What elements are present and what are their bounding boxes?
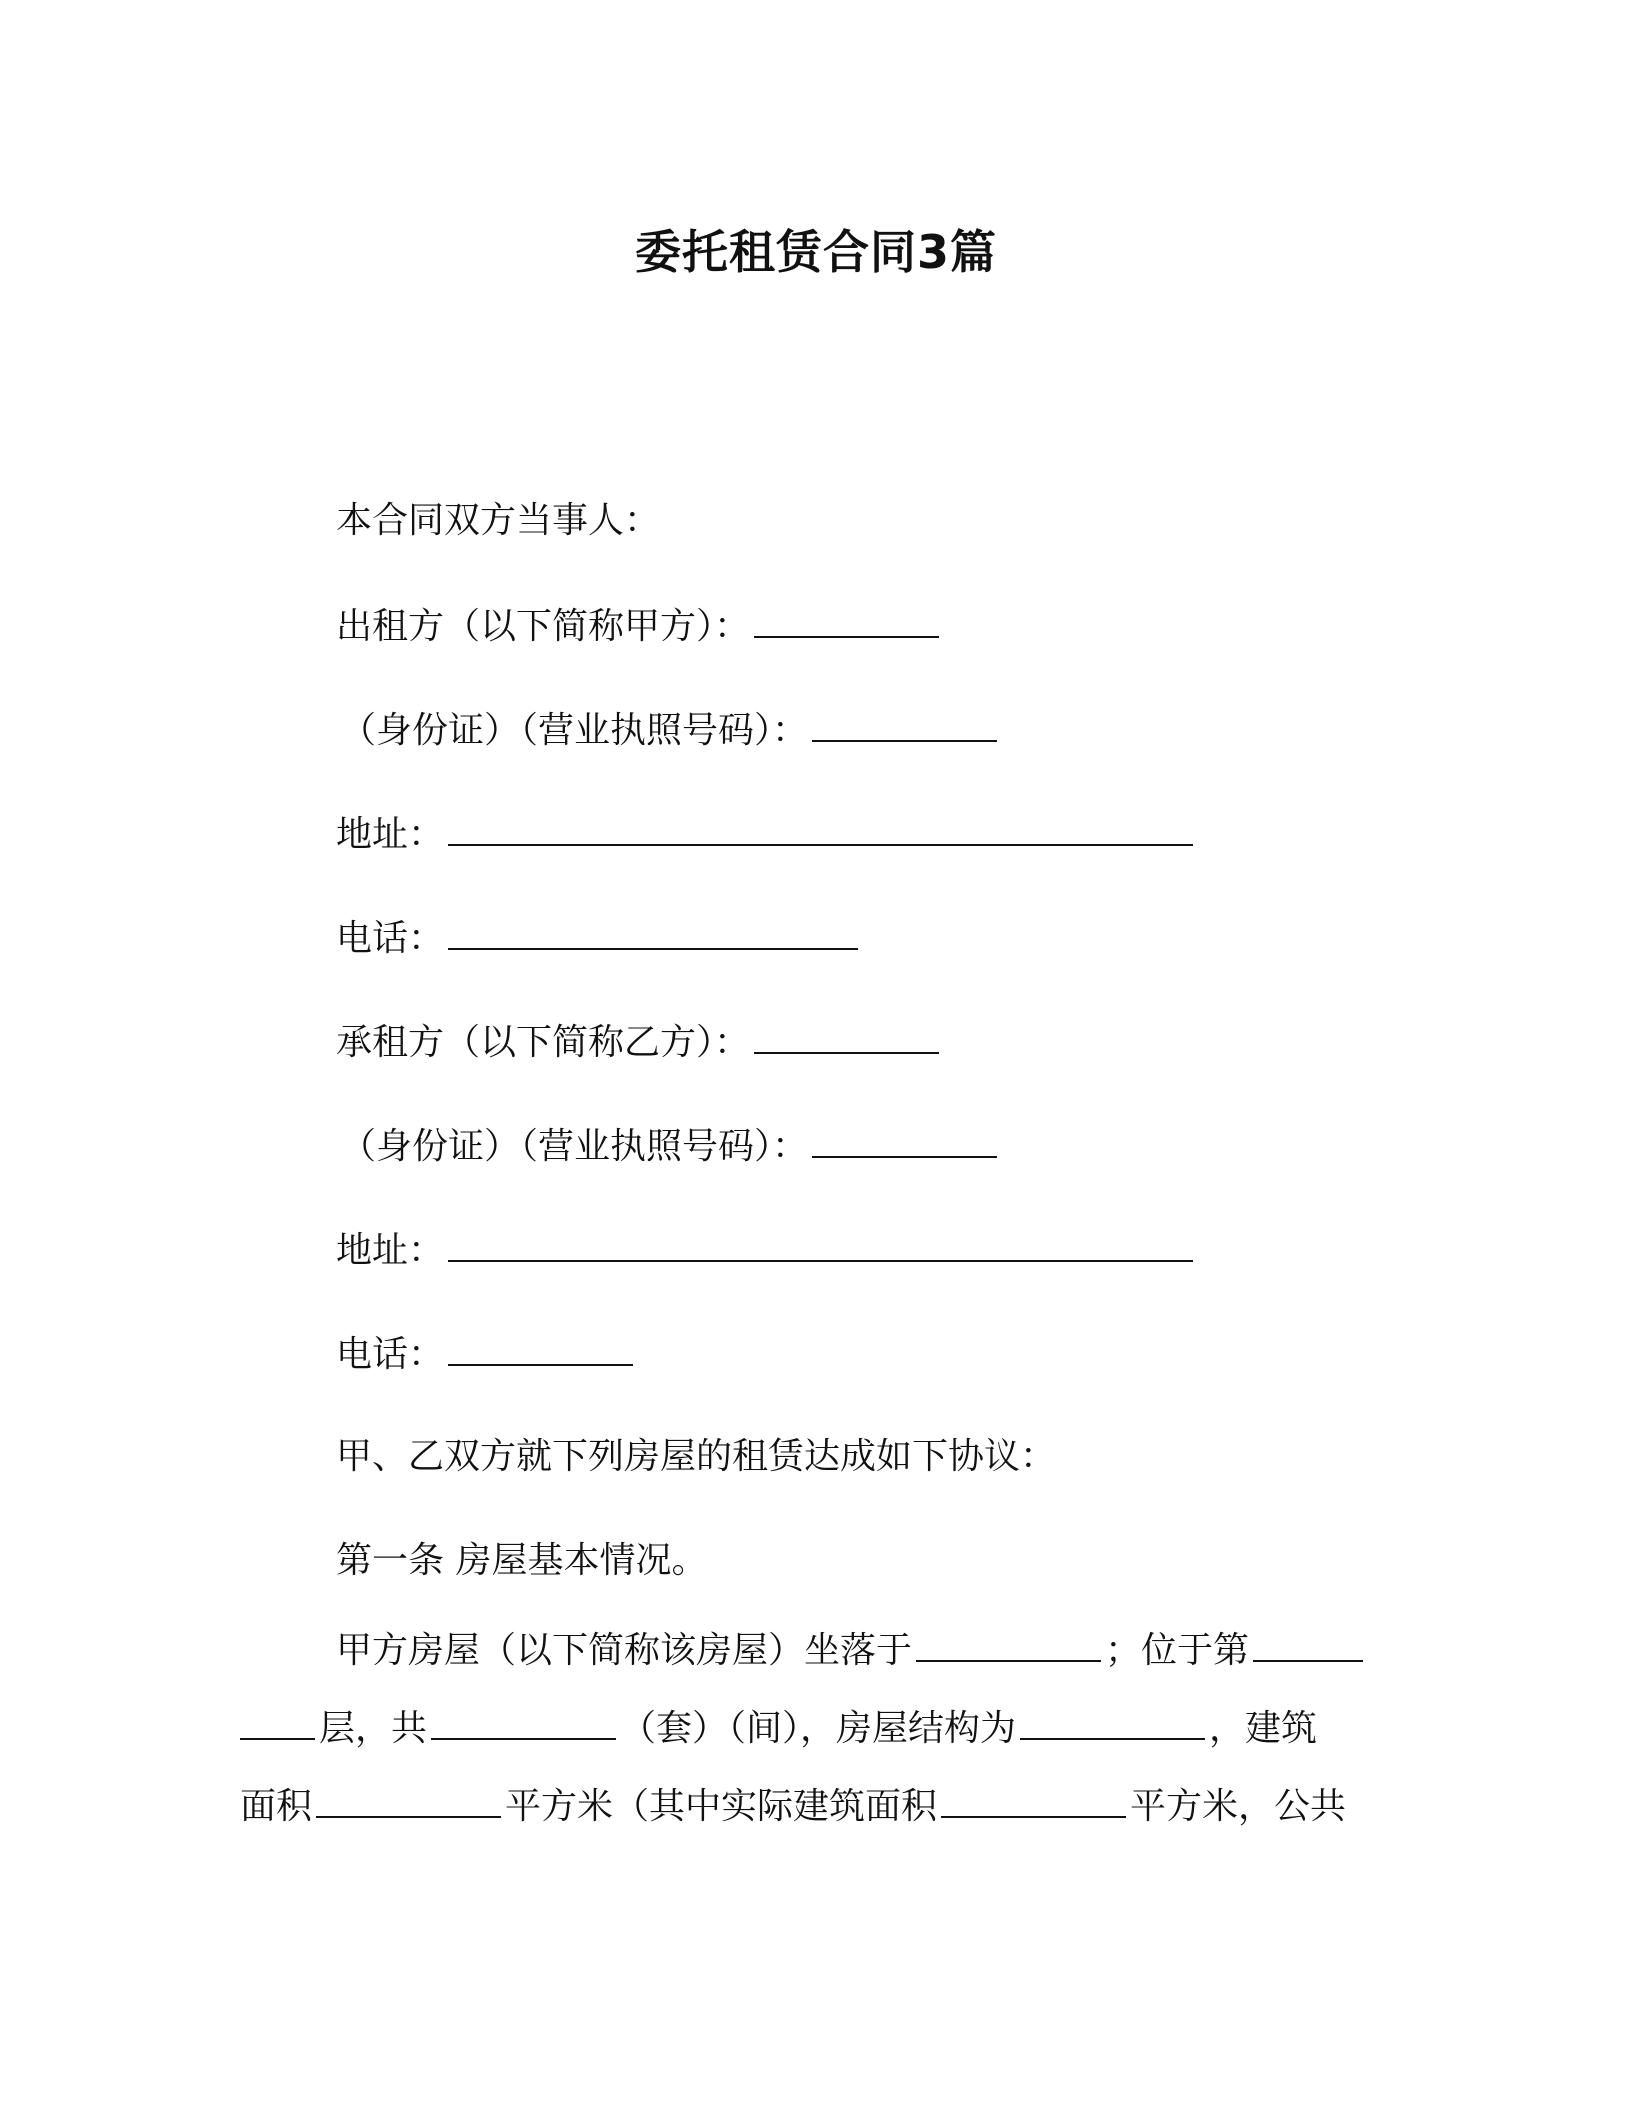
lessor-id-line bbox=[340, 704, 1001, 756]
floor-blank-end[interactable] bbox=[240, 1702, 315, 1740]
lessor-address-label: 地址： bbox=[336, 814, 445, 855]
lessee-id-label: （身份证）（营业执照号码）： bbox=[340, 1126, 809, 1167]
lessor-phone-line bbox=[336, 912, 862, 964]
paragraph-line-2 bbox=[240, 1690, 1370, 1768]
lessor-phone-blank[interactable] bbox=[448, 912, 858, 950]
lessor-id-label: （身份证）（营业执照号码）： bbox=[340, 710, 809, 751]
parties-line bbox=[336, 496, 660, 546]
lessee-phone-label: 电话： bbox=[336, 1334, 445, 1375]
para-text-c: 层，共 bbox=[319, 1708, 428, 1749]
para-text-b: ；位于第 bbox=[1105, 1630, 1250, 1671]
parties-label: 本合同双方当事人： bbox=[336, 500, 661, 541]
actual-area-blank[interactable] bbox=[941, 1780, 1126, 1818]
lessor-label: 出租方（以下简称甲方）： bbox=[336, 606, 751, 647]
lessor-id-blank[interactable] bbox=[812, 704, 997, 742]
agreement-line bbox=[336, 1432, 1056, 1482]
lessor-line bbox=[336, 600, 943, 652]
article-1-paragraph bbox=[240, 1612, 1370, 1846]
lessor-address-line bbox=[336, 808, 1197, 860]
paragraph-line-3 bbox=[240, 1768, 1370, 1846]
structure-blank[interactable] bbox=[1020, 1702, 1205, 1740]
lessor-address-blank[interactable] bbox=[448, 808, 1193, 846]
paragraph-line-1 bbox=[240, 1612, 1370, 1690]
lessee-id-line bbox=[340, 1120, 1001, 1172]
lessee-phone-line bbox=[336, 1328, 637, 1380]
lessee-address-line bbox=[336, 1224, 1197, 1276]
lessee-id-blank[interactable] bbox=[812, 1120, 997, 1158]
floor-blank-start[interactable] bbox=[1253, 1624, 1363, 1662]
location-blank[interactable] bbox=[916, 1624, 1101, 1662]
para-text-f: 面积 bbox=[240, 1786, 313, 1827]
lessee-address-blank[interactable] bbox=[448, 1224, 1193, 1262]
article-1-text: 第一条 房屋基本情况。 bbox=[336, 1540, 708, 1581]
area-blank[interactable] bbox=[316, 1780, 501, 1818]
lessee-phone-blank[interactable] bbox=[448, 1328, 633, 1366]
agreement-text: 甲、乙双方就下列房屋的租赁达成如下协议： bbox=[336, 1436, 1057, 1477]
para-text-e: ，建筑 bbox=[1209, 1708, 1318, 1749]
para-text-d: （套）（间），房屋结构为 bbox=[620, 1708, 1017, 1749]
lessee-blank[interactable] bbox=[754, 1016, 939, 1054]
article-1-heading bbox=[336, 1536, 707, 1586]
lessee-line bbox=[336, 1016, 943, 1068]
lessor-phone-label: 电话： bbox=[336, 918, 445, 959]
lessee-label: 承租方（以下简称乙方）： bbox=[336, 1022, 751, 1063]
para-text-g: 平方米（其中实际建筑面积 bbox=[505, 1786, 938, 1827]
document-title: 委托租赁合同3篇 bbox=[634, 225, 997, 279]
para-text-a: 甲方房屋（以下简称该房屋）坐落于 bbox=[336, 1630, 913, 1671]
lessor-blank[interactable] bbox=[754, 600, 939, 638]
units-blank[interactable] bbox=[431, 1702, 616, 1740]
para-text-h: 平方米，公共 bbox=[1130, 1786, 1347, 1827]
lessee-address-label: 地址： bbox=[336, 1230, 445, 1271]
